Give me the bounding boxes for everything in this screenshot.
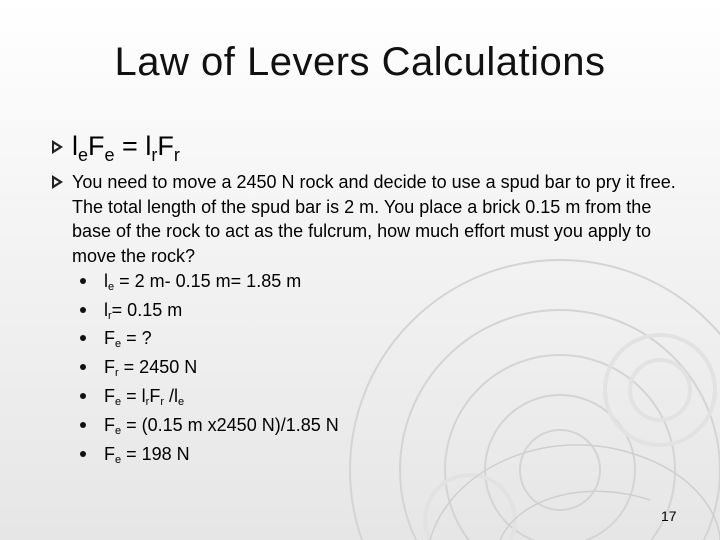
bullet-dot-icon <box>80 307 86 313</box>
step-item: Fe = lrFr /le <box>104 385 184 413</box>
arrow-bullet-icon <box>52 140 63 154</box>
step-item: lr= 0.15 m <box>104 299 182 327</box>
bullet-dot-icon <box>80 335 86 341</box>
step-item: Fe = ? <box>104 327 152 355</box>
step-item: Fe = 198 N <box>104 443 190 471</box>
lever-equation: $l_eF_e = l_rF_r$ <box>72 131 180 165</box>
bullet-dot-icon <box>80 364 86 370</box>
step-item: le = 2 m- 0.15 m= 1.85 m <box>104 270 301 298</box>
bullet-dot-icon <box>80 278 86 284</box>
step-item: Fr = 2450 N <box>104 356 197 384</box>
bullet-dot-icon <box>80 451 86 457</box>
slide-title: Law of Levers Calculations <box>114 40 606 84</box>
bullet-dot-icon <box>80 393 86 399</box>
page-number: 17 <box>661 508 677 524</box>
problem-statement: You need to move a 2450 N rock and decide to use a spud bar to pry it free. The total length of the spud bar is 2 m. You place a brick 0.15 m from the base of the rock to act as the fulcrum, how much effort must you apply to move the rock? <box>72 172 676 266</box>
step-item: Fe = (0.15 m x2450 N)/1.85 N <box>104 414 339 442</box>
bullet-dot-icon <box>80 422 86 428</box>
arrow-bullet-icon <box>52 175 63 189</box>
